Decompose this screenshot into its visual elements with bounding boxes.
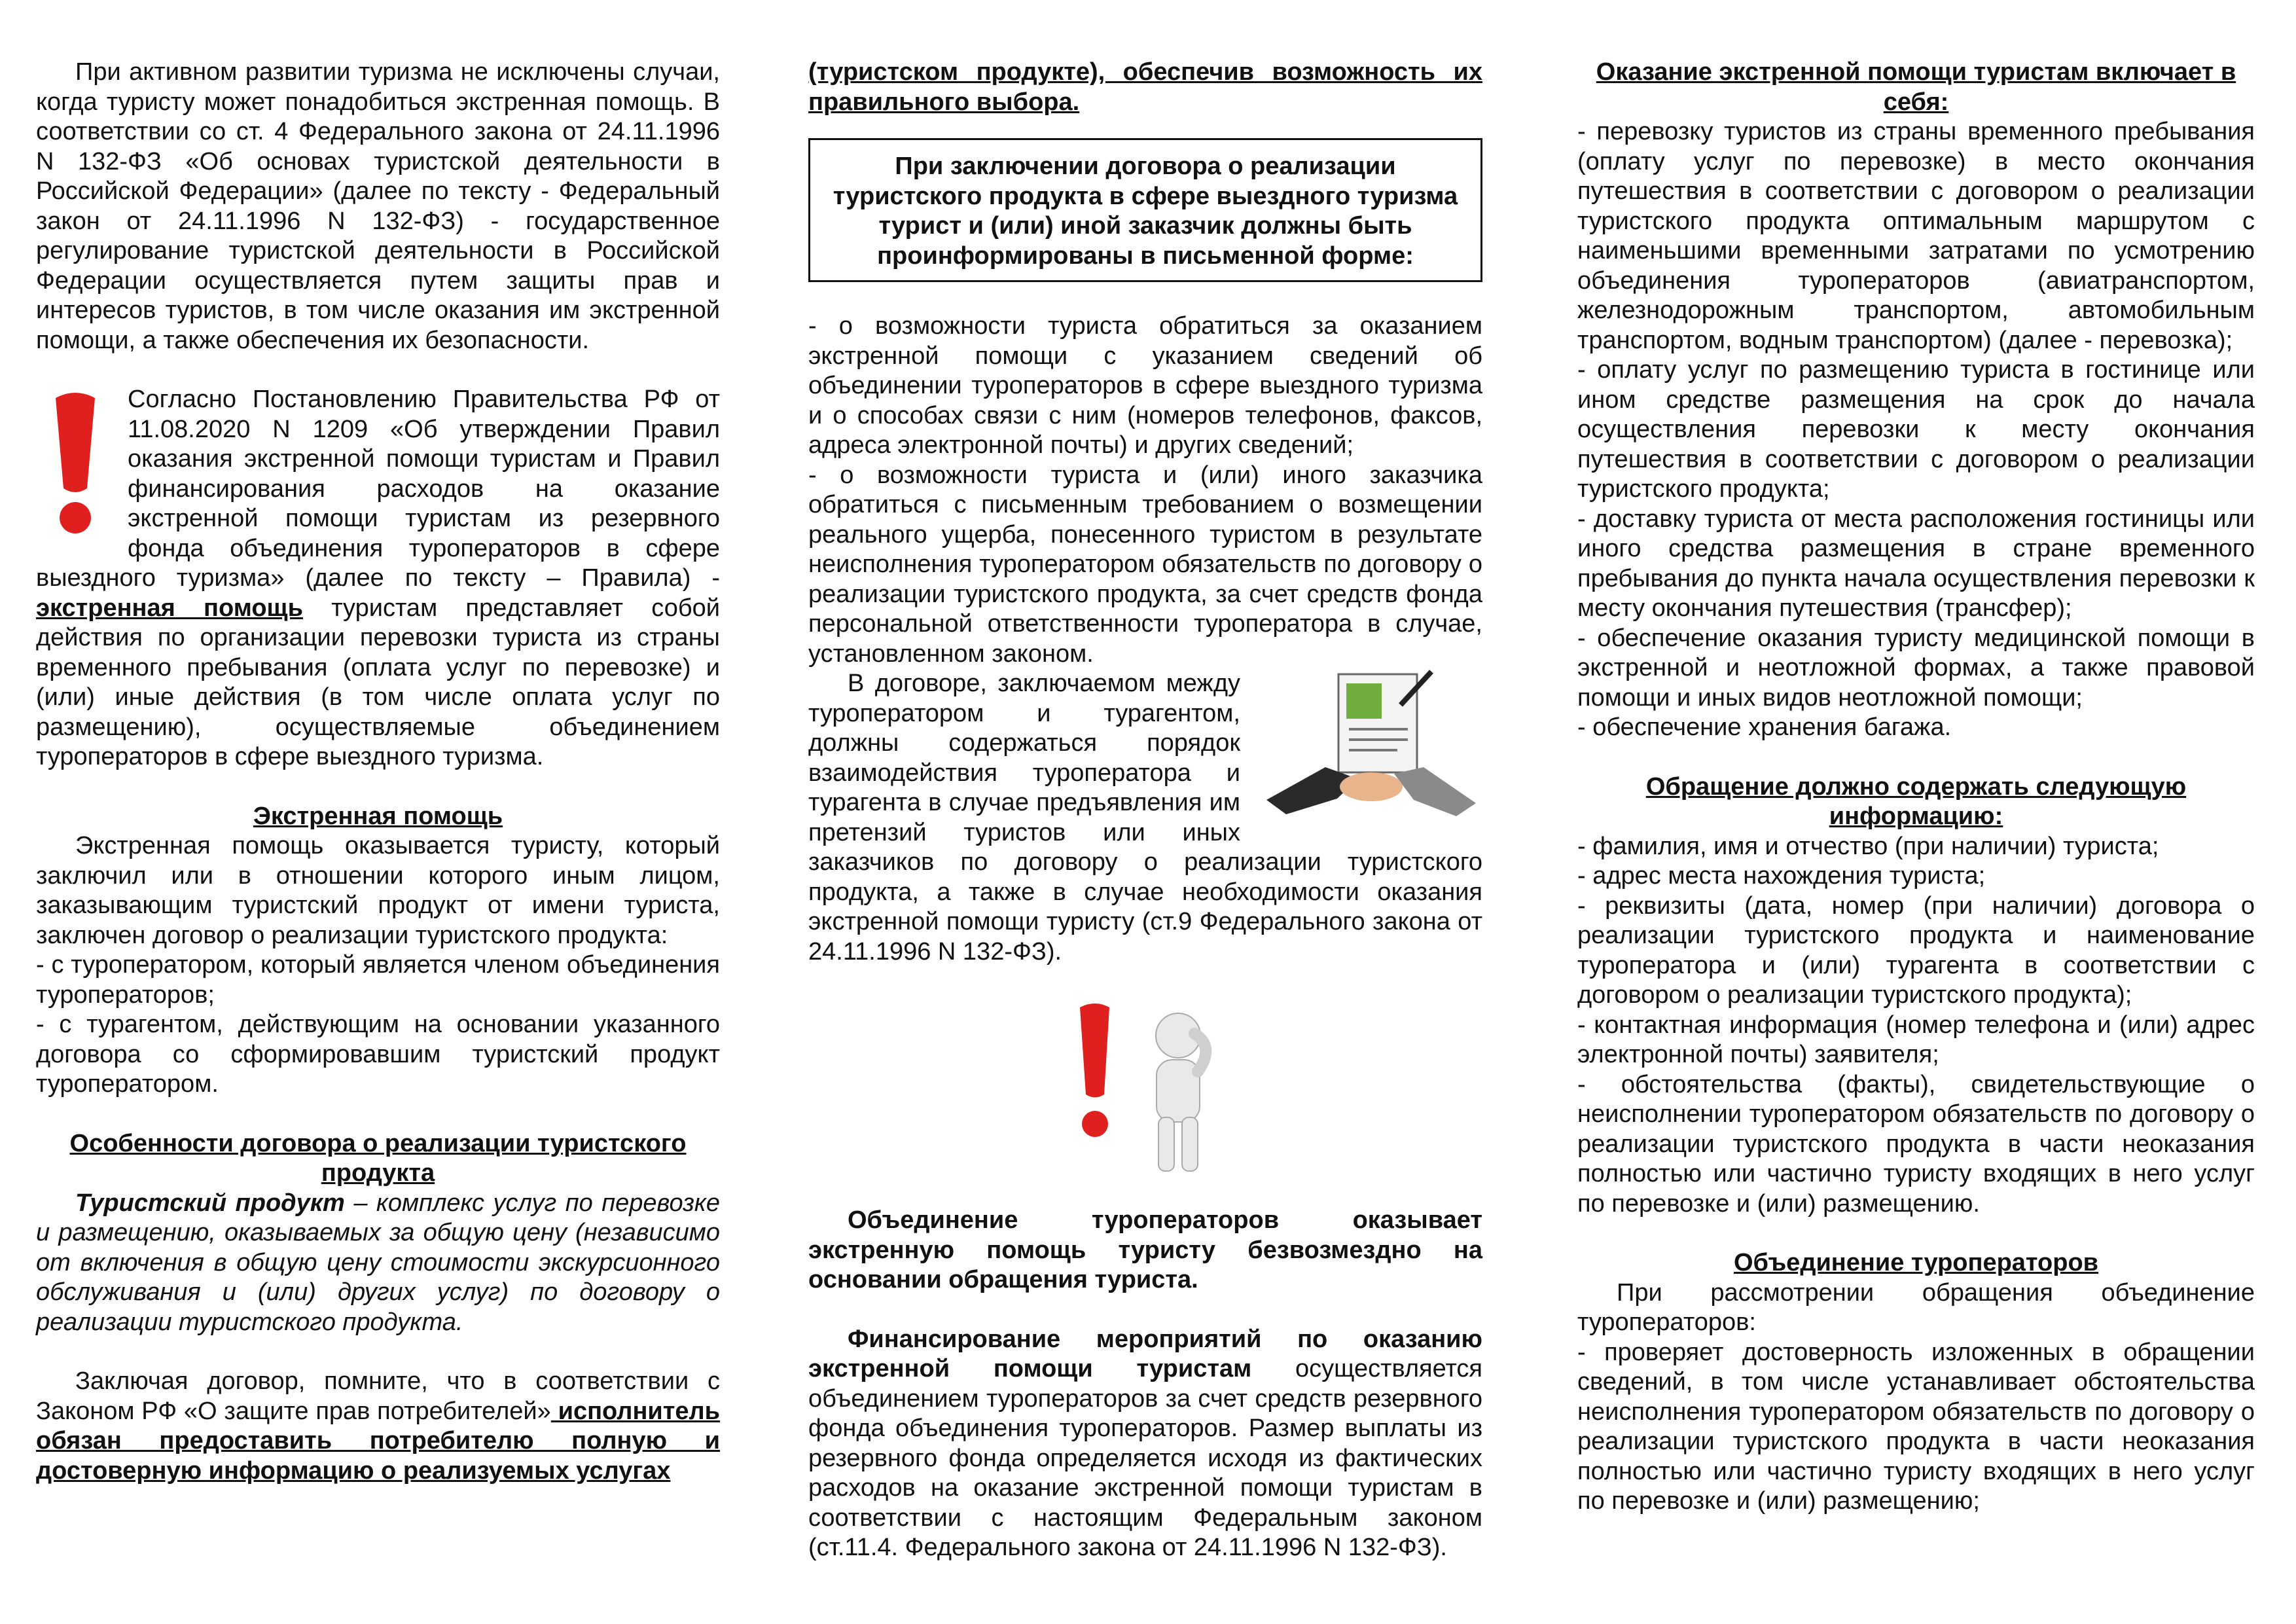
includes-item: - доставку туриста от места расположения гостиницы или иного средства размещения в стране временного пребывания до пункта начала осуществления перевозки к месту окончания путешествия (трансфер); (1577, 505, 2255, 622)
includes-item: - оплату услуг по размещению туриста в гостинице или ином средстве размещения на срок до начала осуществления перевозки к месту окончания путешествия в соответствии с договором о реализации туристского продукта; (1577, 356, 2255, 503)
intro-paragraph: При активном развитии туризма не исключены случаи, когда туристу может понадобиться экстренная помощь. В соответствии со ст. 4 Федерального закона от 24.11.1996 N 132-ФЗ «Об основах туристской деятельности в Российской Федерации» (далее по тексту - Федеральный закон от 24.11.1996 N 132-ФЗ) - государственное регулирование туристской деятельности в Российской Федерации осуществляется путем защиты прав и интересов туристов, в том числе оказания им экстренной помощи, а также обеспечения их безопасности. (36, 58, 720, 354)
consumer-law-paragraph: Заключая договор, помните, что в соответствии с Законом РФ «О защите прав потребителей» исполнитель обязан предоставить потребителю полную и достоверную информацию о реализуемых услугах (36, 1367, 720, 1485)
includes-item: - обеспечение хранения багажа. (1577, 713, 1952, 741)
emergency-item: - с туроператором, который является членом объединения туроператоров; (36, 951, 720, 1009)
continuation-text: (туристском продукте), обеспечив возможность их правильного выбора. (808, 58, 1482, 116)
appeal-item: - контактная информация (номер телефона и (или) адрес электронной почты) заявителя; (1577, 1011, 2255, 1068)
handshake-contract-icon (1260, 669, 1482, 820)
column-left (36, 58, 720, 1486)
info-item: - о возможности туриста обратиться за оказанием экстренной помощи с указанием сведений об объединении туроператоров в сфере выездного туризма и о способах связи с ним (номеров телефонов, факсов, адреса электронной почты) и других сведений; (808, 312, 1482, 459)
appeal-item: - реквизиты (дата, номер (при наличии) договора о реализации туристского продукта и наименование туроператора и (или) турагента в соответствии с договором о реализации туристского продукта); (1577, 892, 2255, 1009)
info-box: При заключении договора о реализации туристского продукта в сфере выездного туризма турист и (или) иной заказчик должны быть проинформированы в письменной форме: (808, 138, 1482, 282)
column-right (1577, 58, 2255, 1517)
includes-item: - перевозку туристов из страны временного пребывания (оплату услуг по перевозке) в место окончания путешествия в соответствии с договором о реализации туристского продукта оптимальным маршрутом с наименьшими временными затратами по усмотрению объединения туроператоров (авиатранспортом, железнодорожным транспортом, автомобильным транспортом, водным транспортом) (далее - перевозка); (1577, 118, 2255, 354)
includes-item: - обеспечение оказания туристу медицинской помощи в экстренной и неотложной формах, а также правовой помощи и иных видов неотложной помощи; (1577, 624, 2255, 712)
rules-block (36, 385, 720, 772)
appeal-heading: Обращение должно содержать следующую информацию: (1645, 772, 2187, 830)
appeal-item: - фамилия, имя и отчество (при наличии) туриста; (1577, 832, 2159, 860)
union-text: При рассмотрении обращения объединение туроператоров: (1577, 1278, 2255, 1336)
appeal-item: - адрес места нахождения туриста; (1577, 862, 1986, 890)
emergency-text: Экстренная помощь оказывается туристу, который заключил или в отношении которого иным лицом, заказывающим туристский продукт от имени туриста, заключен договор о реализации туристского продукта: (36, 832, 720, 949)
contract-heading: Особенности договора о реализации туристского продукта (69, 1129, 687, 1187)
column-middle (808, 58, 1482, 1563)
includes-heading: Оказание экстренной помощи туристам включает в себя: (1596, 58, 2236, 116)
contract-paragraph: В договоре, заключаемом между туроператором и турагентом, должны содержаться порядок взаимодействия туроператора и турагента в случае предъявления им претензий туристов или иных заказчиков по договору о реализации туристского продукта, а также в случае необходимости оказания экстренной помощи туристу (ст.9 Федерального закона от 24.11.1996 N 132-ФЗ). (808, 670, 1482, 965)
product-definition: Туристский продукт – комплекс услуг по перевозке и размещению, оказываемых за общую цену (независимо от включения в общую цену стоимости экскурсионного обслуживания и (или) других услуг) по договору о реализации туристского продукта. (36, 1189, 720, 1336)
emergency-heading: Экстренная помощь (253, 802, 503, 830)
exclamation-icon (36, 390, 115, 541)
thinking-figure-icon (1064, 1000, 1260, 1176)
free-help-paragraph: Объединение туроператоров оказывает экстренную помощь туристу безвозмездно на основании обращения туриста. (808, 1206, 1482, 1293)
appeal-item: - обстоятельства (факты), свидетельствующие о неисполнении туроператором обязательств по договору о реализации туристского продукта в части неоказания полностью или частично туристу входящих в него услуг по перевозке и (или) размещению. (1577, 1070, 2255, 1218)
union-heading: Объединение туроператоров (1733, 1249, 2099, 1276)
emergency-help-term: экстренная помощь (36, 594, 303, 622)
emergency-item: - с турагентом, действующим на основании указанного договора со сформировавшим туристский продукт туроператором. (36, 1011, 720, 1098)
rules-paragraph: Согласно Постановлению Правительства РФ от 11.08.2020 N 1209 «Об утверждении Правил оказания экстренной помощи туристам и Правил финансирования расходов на оказание экстренной помощи туристам из резервного фонда объединения туроператоров в сфере выездного туризма» (далее по тексту – Правила) - экстренная помощь туристам представляет собой действия по организации перевозки туриста из страны временного пребывания (оплата услуг по перевозке) и (или) иные действия (в том числе оплата услуг по размещению), осуществляемые объединением туроператоров в сфере выездного туризма. (36, 386, 720, 770)
union-item: - проверяет достоверность изложенных в обращении сведений, в том числе устанавливает обстоятельства неисполнения туроператором обязательств по договору о реализации туристского продукта в части неоказания полностью или частично туристу входящих в него услуг по перевозке и (или) размещению; (1577, 1338, 2255, 1515)
info-item: - о возможности туриста и (или) иного заказчика обратиться с письменным требованием о возмещении реального ущерба, понесенного туристом в результате неисполнения туроператором обязательств по договору о реализации туристского продукта, за счет средств фонда персональной ответственности туроператора в случае, установленном законом. (808, 461, 1482, 668)
finance-paragraph: Финансирование мероприятий по оказанию экстренной помощи туристам осуществляется объединением туроператоров за счет средств резервного фонда объединения туроператоров. Размер выплаты из резервного фонда определяется исходя из фактических расходов на оказание экстренной помощи туристам в соответствии с настоящим Федеральным законом (ст.11.4. Федерального закона от 24.11.1996 N 132-ФЗ). (808, 1325, 1483, 1561)
contract-block (808, 669, 1482, 967)
